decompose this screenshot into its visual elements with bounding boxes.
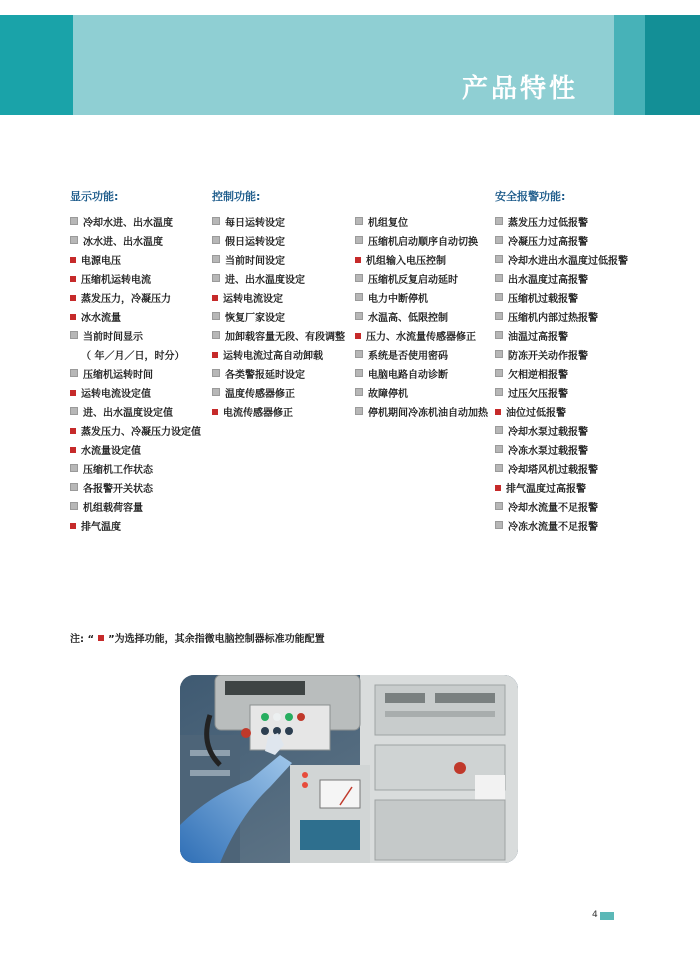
list-item xyxy=(70,385,201,404)
standard-marker-icon xyxy=(212,369,220,377)
standard-marker-icon xyxy=(355,350,363,358)
list-item xyxy=(495,499,628,518)
list-item xyxy=(495,214,628,233)
list-item xyxy=(495,423,628,442)
list-item-label: 冷却水流量不足报警 xyxy=(508,503,598,514)
standard-marker-icon xyxy=(355,293,363,301)
list-item-label: 各类警报延时设定 xyxy=(225,370,305,381)
control-functions-column-2 xyxy=(355,188,488,423)
standard-marker-icon xyxy=(70,236,78,244)
option-marker-icon xyxy=(70,390,76,396)
banner-band-right-2 xyxy=(645,15,700,115)
footnote-prefix: 注: “ xyxy=(70,634,95,645)
list-item xyxy=(70,404,201,423)
list-item-label: 温度传感器修正 xyxy=(225,389,295,400)
standard-marker-icon xyxy=(495,426,503,434)
list-item-label: 冷冻水流量不足报警 xyxy=(508,522,598,533)
standard-marker-icon xyxy=(212,274,220,282)
standard-marker-icon xyxy=(70,407,78,415)
list-item-label: 水温高、低限控制 xyxy=(368,313,448,324)
list-item-label: 电力中断停机 xyxy=(368,294,428,305)
standard-marker-icon xyxy=(495,293,503,301)
list-item xyxy=(495,442,628,461)
list-item-label: 加卸载容量无段、有段调整 xyxy=(225,332,345,343)
page-number: 4 xyxy=(592,910,598,920)
option-marker-icon xyxy=(70,276,76,282)
standard-marker-icon xyxy=(355,407,363,415)
option-marker-icon xyxy=(212,295,218,301)
list-item-label: 冷却水进出水温度过低报警 xyxy=(508,256,628,267)
list-item xyxy=(495,480,628,499)
standard-marker-icon xyxy=(212,236,220,244)
standard-marker-icon xyxy=(495,502,503,510)
control-functions-list-2 xyxy=(355,214,488,423)
list-item xyxy=(495,309,628,328)
list-item-label: 假日运转设定 xyxy=(225,237,285,248)
list-item xyxy=(495,366,628,385)
standard-marker-icon xyxy=(70,369,78,377)
standard-marker-icon xyxy=(495,312,503,320)
standard-marker-icon xyxy=(495,255,503,263)
list-item xyxy=(355,290,488,309)
list-item-label: 进、出水温度设定 xyxy=(225,275,305,286)
standard-marker-icon xyxy=(355,236,363,244)
list-item-label: 机组复位 xyxy=(368,218,408,229)
list-item xyxy=(212,271,345,290)
list-item-label: 进、出水温度设定值 xyxy=(83,408,173,419)
list-item xyxy=(212,252,345,271)
standard-marker-icon xyxy=(212,217,220,225)
list-item xyxy=(212,328,345,347)
alarm-functions-list xyxy=(495,214,628,537)
control-functions-list xyxy=(212,214,345,423)
list-item-label: 运转电流设定值 xyxy=(81,389,151,400)
option-marker-icon xyxy=(212,409,218,415)
control-panel-photo xyxy=(180,675,518,863)
list-item-label: 排气温度 xyxy=(81,522,121,533)
list-item xyxy=(70,518,201,537)
list-item xyxy=(70,499,201,518)
list-item-label: （ 年／月／日，时分） xyxy=(81,351,185,362)
list-item xyxy=(355,385,488,404)
list-item-label: 每日运转设定 xyxy=(225,218,285,229)
standard-marker-icon xyxy=(495,464,503,472)
header-banner xyxy=(0,15,700,115)
option-marker-icon xyxy=(495,485,501,491)
standard-marker-icon xyxy=(212,312,220,320)
standard-marker-icon xyxy=(495,331,503,339)
list-item xyxy=(70,309,201,328)
standard-marker-icon xyxy=(495,350,503,358)
list-item-label: 系统是否使用密码 xyxy=(368,351,448,362)
list-item-label: 冰水流量 xyxy=(81,313,121,324)
footnote xyxy=(70,630,325,645)
standard-marker-icon xyxy=(70,502,78,510)
option-marker-icon xyxy=(70,447,76,453)
list-item-label: 蒸发压力过低报警 xyxy=(508,218,588,229)
list-item-label: 恢复厂家设定 xyxy=(225,313,285,324)
list-item xyxy=(70,347,201,366)
list-item-label: 冷却水泵过载报警 xyxy=(508,427,588,438)
option-marker-icon xyxy=(355,257,361,263)
list-item xyxy=(212,404,345,423)
list-item-label: 停机期间冷冻机油自动加热 xyxy=(368,408,488,419)
list-item-label: 过压欠压报警 xyxy=(508,389,568,400)
list-item xyxy=(70,271,201,290)
option-marker-icon xyxy=(70,314,76,320)
list-item-label: 冷却塔风机过载报警 xyxy=(508,465,598,476)
list-item xyxy=(70,290,201,309)
list-item xyxy=(495,233,628,252)
list-item-label: 油温过高报警 xyxy=(508,332,568,343)
standard-marker-icon xyxy=(212,331,220,339)
standard-marker-icon xyxy=(355,312,363,320)
list-item xyxy=(495,347,628,366)
list-item-label: 压缩机工作状态 xyxy=(83,465,153,476)
list-item xyxy=(495,404,628,423)
list-item xyxy=(212,385,345,404)
standard-marker-icon xyxy=(355,217,363,225)
list-item-label: 排气温度过高报警 xyxy=(506,484,586,495)
list-item xyxy=(212,290,345,309)
list-item-label: 蒸发压力、冷凝压力设定值 xyxy=(81,427,201,438)
list-item-label: 防冻开关动作报警 xyxy=(508,351,588,362)
alarm-functions-column xyxy=(495,188,628,537)
list-item xyxy=(355,328,488,347)
option-marker-icon xyxy=(355,333,361,339)
control-functions-column xyxy=(212,188,345,423)
standard-marker-icon xyxy=(495,388,503,396)
standard-marker-icon xyxy=(212,388,220,396)
option-marker-icon xyxy=(70,428,76,434)
standard-marker-icon xyxy=(355,274,363,282)
list-item xyxy=(355,309,488,328)
list-item xyxy=(355,404,488,423)
list-item xyxy=(70,328,201,347)
list-item xyxy=(495,328,628,347)
option-marker-icon xyxy=(212,352,218,358)
list-item xyxy=(355,233,488,252)
list-item-label: 运转电流设定 xyxy=(223,294,283,305)
list-item xyxy=(70,252,201,271)
list-item-label: 冷冻水泵过载报警 xyxy=(508,446,588,457)
list-item xyxy=(70,480,201,499)
control-panel-photo-illustration xyxy=(180,675,518,863)
list-item-label: 冷凝压力过高报警 xyxy=(508,237,588,248)
standard-marker-icon xyxy=(70,464,78,472)
option-marker-icon xyxy=(70,523,76,529)
option-marker-icon xyxy=(98,635,104,641)
list-item xyxy=(495,385,628,404)
list-item-label: 故障停机 xyxy=(368,389,408,400)
option-marker-icon xyxy=(495,409,501,415)
list-item-label: 运转电流过高自动卸载 xyxy=(223,351,323,362)
list-item-label: 压缩机启动顺序自动切换 xyxy=(368,237,478,248)
list-item-label: 水流量设定值 xyxy=(81,446,141,457)
list-item-label: 压缩机过载报警 xyxy=(508,294,578,305)
list-item-label: 压缩机运转电流 xyxy=(81,275,151,286)
standard-marker-icon xyxy=(355,369,363,377)
list-item-label: 电脑电路自动诊断 xyxy=(368,370,448,381)
list-item xyxy=(70,423,201,442)
list-item-label: 出水温度过高报警 xyxy=(508,275,588,286)
list-item xyxy=(355,366,488,385)
control-functions-heading-2 xyxy=(355,188,488,202)
standard-marker-icon xyxy=(212,255,220,263)
list-item xyxy=(70,442,201,461)
list-item-label: 压缩机运转时间 xyxy=(83,370,153,381)
list-item-label: 欠相逆相报警 xyxy=(508,370,568,381)
banner-band-left xyxy=(0,15,73,115)
standard-marker-icon xyxy=(495,521,503,529)
spacer xyxy=(70,352,76,358)
page-number-bar xyxy=(600,912,614,920)
option-marker-icon xyxy=(70,295,76,301)
control-functions-heading: 控制功能: xyxy=(212,190,261,203)
list-item-label: 机组载荷容量 xyxy=(83,503,143,514)
list-item xyxy=(70,366,201,385)
list-item-label: 油位过低报警 xyxy=(506,408,566,419)
list-item-label: 蒸发压力，冷凝压力 xyxy=(81,294,171,305)
standard-marker-icon xyxy=(70,331,78,339)
standard-marker-icon xyxy=(495,236,503,244)
list-item xyxy=(495,290,628,309)
list-item xyxy=(70,461,201,480)
display-functions-list xyxy=(70,214,201,537)
list-item-label: 电流传感器修正 xyxy=(223,408,293,419)
list-item-label: 各报警开关状态 xyxy=(83,484,153,495)
list-item-label: 冷却水进、出水温度 xyxy=(83,218,173,229)
list-item xyxy=(70,233,201,252)
list-item-label: 冰水进、出水温度 xyxy=(83,237,163,248)
standard-marker-icon xyxy=(355,388,363,396)
standard-marker-icon xyxy=(495,217,503,225)
list-item xyxy=(495,252,628,271)
list-item xyxy=(212,214,345,233)
list-item xyxy=(70,214,201,233)
list-item xyxy=(212,347,345,366)
standard-marker-icon xyxy=(70,217,78,225)
list-item-label: 机组输入电压控制 xyxy=(366,256,446,267)
list-item-label: 当前时间设定 xyxy=(225,256,285,267)
alarm-functions-heading: 安全报警功能: xyxy=(495,190,566,203)
list-item xyxy=(212,309,345,328)
standard-marker-icon xyxy=(495,274,503,282)
list-item xyxy=(355,347,488,366)
option-marker-icon xyxy=(70,257,76,263)
page-title: 产品特性 xyxy=(461,74,578,104)
display-functions-heading: 显示功能: xyxy=(70,190,119,203)
standard-marker-icon xyxy=(495,445,503,453)
list-item-label: 压力、水流量传感器修正 xyxy=(366,332,476,343)
list-item-label: 当前时间显示 xyxy=(83,332,143,343)
standard-marker-icon xyxy=(70,483,78,491)
list-item-label: 压缩机反复启动延时 xyxy=(368,275,458,286)
list-item xyxy=(495,271,628,290)
list-item-label: 压缩机内部过热报警 xyxy=(508,313,598,324)
banner-band-right-1 xyxy=(614,15,645,115)
list-item xyxy=(355,271,488,290)
footnote-text: ”为选择功能，其余指微电脑控制器标准功能配置 xyxy=(108,634,325,645)
list-item xyxy=(212,233,345,252)
list-item xyxy=(212,366,345,385)
list-item xyxy=(495,518,628,537)
list-item xyxy=(495,461,628,480)
list-item xyxy=(355,252,488,271)
list-item xyxy=(355,214,488,233)
standard-marker-icon xyxy=(495,369,503,377)
list-item-label: 电源电压 xyxy=(81,256,121,267)
display-functions-column xyxy=(70,188,201,537)
